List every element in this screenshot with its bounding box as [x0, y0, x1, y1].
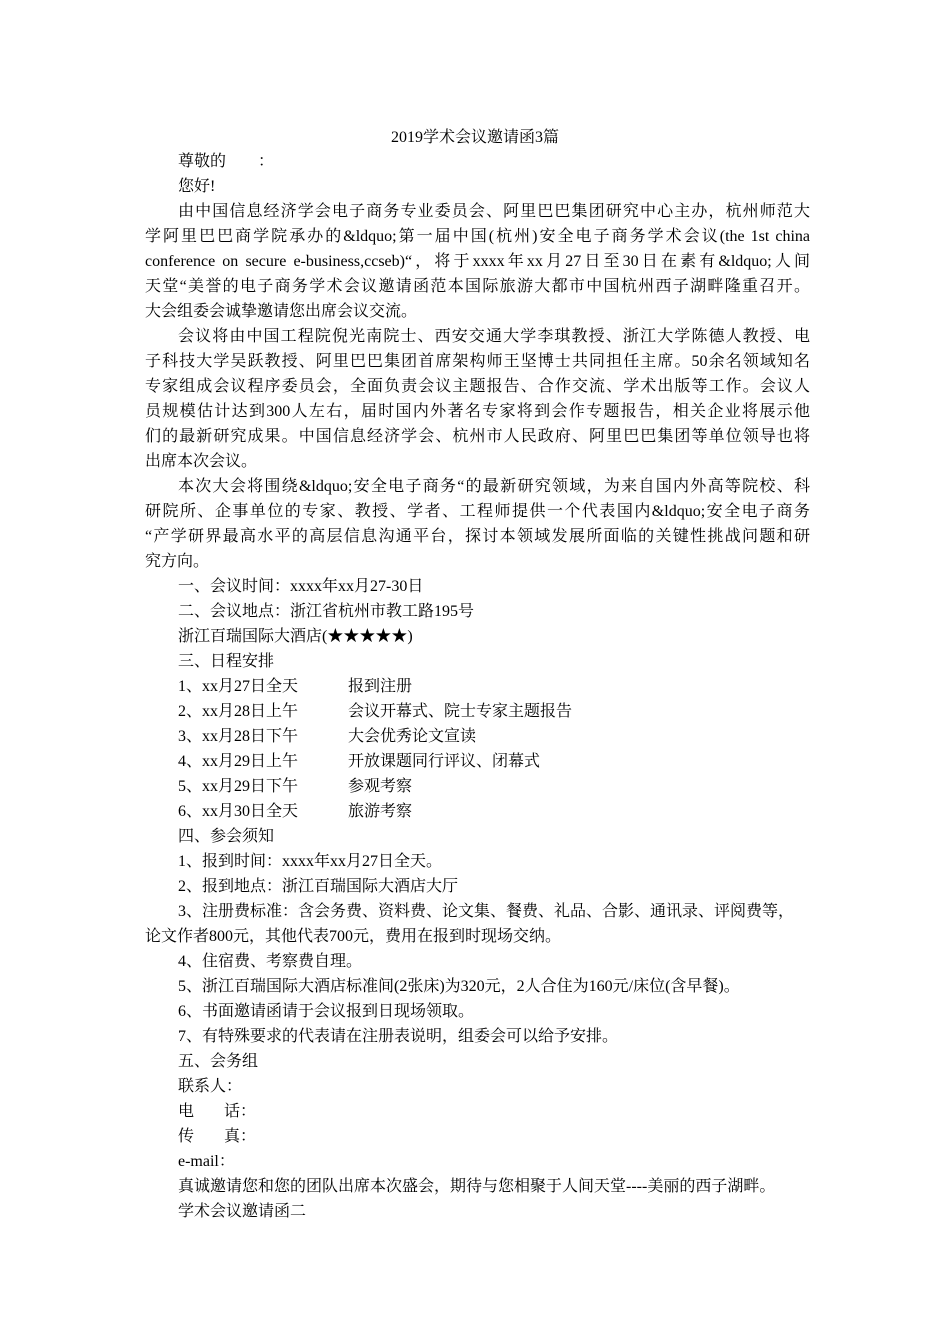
paragraph-line: 会议将由中国工程院倪光南院士、西安交通大学李琪教授、浙江大学陈德人教授、电: [178, 328, 810, 345]
contact-fax: [178, 1124, 810, 1149]
paragraph-line: 本次大会将围绕&ldquo;安全电子商务“的最新研究领域，为来自国内外高等院校、科: [178, 478, 810, 495]
notice-item: 5、浙江百瑞国际大酒店标准间(2张床)为320元，2人合住为160元/床位(含早餐)。: [178, 978, 740, 995]
schedule-time: 2、xx月28日上午: [178, 703, 299, 720]
salutation: 尊敬的 ：: [178, 153, 275, 170]
schedule-time: 6、xx月30日全天: [178, 803, 299, 820]
notice-item: 4、住宿费、考察费自理。: [178, 953, 363, 970]
greeting: 您好!: [178, 178, 216, 195]
schedule-event: 旅游考察: [348, 803, 413, 820]
next-section-title: 学术会议邀请函二: [178, 1203, 307, 1220]
notice-item: 1、报到时间：xxxx年xx月27日全天。: [178, 853, 443, 870]
schedule-row: [178, 799, 810, 824]
paragraph-line: “产学研界最高水平的高层信息沟通平台，探讨本领域发展所面临的关键性挑战问题和研: [145, 528, 810, 545]
paragraph-line: 究方向。: [145, 553, 210, 570]
contact-phone: [178, 1099, 810, 1124]
paragraph-line: 天堂“美誉的电子商务学术会议邀请函范本国际旅游大都市中国杭州西子湖畔隆重召开。: [145, 278, 810, 295]
paragraph-line: 员规模估计达到300人左右，届时国内外著名专家将到会作专题报告，相关企业将展示他: [145, 403, 810, 420]
notice-item: 7、有特殊要求的代表请在注册表说明，组委会可以给予安排。: [178, 1028, 619, 1045]
notice-item: 3、注册费标准：含会务费、资料费、论文集、餐费、礼品、合影、通讯录、评阅费等，: [178, 903, 795, 920]
meeting-place: 二、会议地点：浙江省杭州市教工路195号: [178, 603, 475, 620]
paragraph-line: 学阿里巴巴商学院承办的&ldquo;第一届中国(杭州)安全电子商务学术会议(the 1st china: [145, 228, 810, 245]
schedule-event: 大会优秀论文宣读: [348, 728, 477, 745]
paragraph-line: 出席本次会议。: [145, 453, 258, 470]
paragraph-line: 大会组委会诚挚邀请您出席会议交流。: [145, 303, 418, 320]
contact-fax-label-a: 传: [178, 1128, 195, 1145]
contact-phone-label-a: 电: [178, 1103, 195, 1120]
meeting-time: 一、会议时间：xxxx年xx月27-30日: [178, 578, 424, 595]
paragraph-line: 们的最新研究成果。中国信息经济学会、杭州市人民政府、阿里巴巴集团等单位领导也将: [145, 428, 810, 445]
schedule-time: 4、xx月29日上午: [178, 753, 299, 770]
schedule-event: 参观考察: [348, 778, 413, 795]
notice-item: 2、报到地点：浙江百瑞国际大酒店大厅: [178, 878, 459, 895]
schedule-row: [178, 724, 810, 749]
notice-item: 6、书面邀请函请于会议报到日现场领取。: [178, 1003, 475, 1020]
notice-heading: 四、参会须知: [178, 828, 275, 845]
contact-heading: 五、会务组: [178, 1053, 259, 1070]
contact-phone-label-b: 话：: [224, 1103, 257, 1120]
schedule-event: 报到注册: [348, 678, 413, 695]
schedule-row: [178, 674, 810, 699]
schedule-time: 5、xx月29日下午: [178, 778, 299, 795]
contact-fax-label-b: 真：: [224, 1128, 257, 1145]
hotel-name: 浙江百瑞国际大酒店(★★★★★): [178, 628, 413, 645]
schedule-heading: 三、日程安排: [178, 653, 275, 670]
paragraph-line: 专家组成会议程序委员会，全面负责会议主题报告、合作交流、学术出版等工作。会议人: [145, 378, 810, 395]
schedule-row: [178, 749, 810, 774]
schedule-event: 会议开幕式、院士专家主题报告: [348, 703, 573, 720]
paragraph-line: 由中国信息经济学会电子商务专业委员会、阿里巴巴集团研究中心主办，杭州师范大: [178, 203, 810, 220]
paragraph-line: 研院所、企事单位的专家、教授、学者、工程师提供一个代表国内&ldquo;安全电子商务: [145, 503, 810, 520]
paragraph-line: conference on secure e-business,ccseb)“，将于xxxx年xx月27日至30日在素有&ldquo;人间: [145, 253, 810, 270]
notice-item-continued: 论文作者800元，其他代表700元，费用在报到时现场交纳。: [145, 928, 562, 945]
schedule-row: [178, 699, 810, 724]
schedule-event: 开放课题同行评议、闭幕式: [348, 753, 541, 770]
paragraph-line: 子科技大学吴跃教授、阿里巴巴集团首席架构师王坚博士共同担任主席。50余名领域知名: [145, 353, 810, 370]
contact-person: 联系人：: [178, 1078, 243, 1095]
schedule-time: 1、xx月27日全天: [178, 678, 299, 695]
schedule-row: [178, 774, 810, 799]
document-title: 2019学术会议邀请函3篇: [390, 129, 559, 146]
schedule-time: 3、xx月28日下午: [178, 728, 299, 745]
contact-email: e-mail：: [178, 1153, 235, 1170]
closing-line: 真诚邀请您和您的团队出席本次盛会，期待与您相聚于人间天堂----美丽的西子湖畔。: [178, 1178, 776, 1195]
